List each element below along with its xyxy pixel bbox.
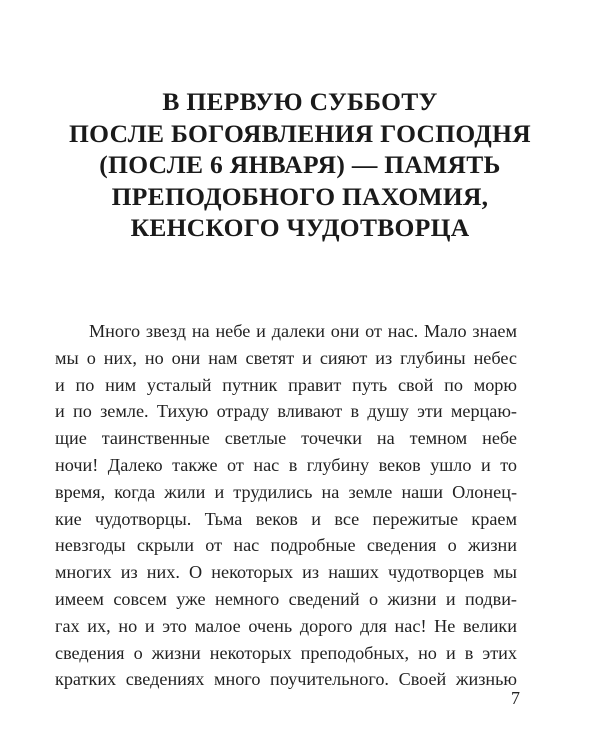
body-line: Много звезд на небе и далеки они от нас. Мало знаем bbox=[89, 321, 517, 341]
chapter-title-line: В ПЕРВУЮ СУББОТУ bbox=[162, 87, 438, 116]
chapter-title-line: ПОСЛЕ БОГОЯВЛЕНИЯ ГОСПОДНЯ bbox=[69, 118, 531, 148]
body-line: и по ним усталый путник правит путь свой по морю bbox=[55, 374, 517, 395]
chapter-title-line: (ПОСЛЕ 6 ЯНВАРЯ) — ПАМЯТЬ bbox=[99, 150, 501, 179]
body-line: щие таинственные светлые точечки на темном небе bbox=[55, 428, 517, 449]
body-line: сведения о жизни некоторых преподобных, но и в этих bbox=[55, 642, 517, 663]
body-line: кратких сведениях много поучительного. Своей жизнью bbox=[55, 669, 517, 690]
chapter-title-line: КЕНСКОГО ЧУДОТВОРЦА bbox=[130, 213, 470, 242]
body-line: имеем совсем уже немного сведений о жизни и подви- bbox=[55, 588, 517, 609]
body-line: гах их, но и это малое очень дорого для нас! Не велики bbox=[55, 615, 517, 636]
body-line: кие чудотворцы. Тьма веков и все пережитые краем bbox=[55, 508, 517, 529]
body-paragraph bbox=[55, 318, 517, 693]
chapter-title bbox=[60, 86, 540, 244]
body-line: и по земле. Тихую отраду вливают в душу эти мерцаю- bbox=[55, 401, 517, 422]
chapter-title-line: ПРЕПОДОБНОГО ПАХОМИЯ, bbox=[111, 181, 489, 211]
body-line: многих из них. О некоторых из наших чудотворцев мы bbox=[55, 562, 517, 583]
body-line: ночи! Далеко также от нас в глубину веков ушло и то bbox=[55, 454, 517, 475]
body-line: невзгоды скрыли от нас подробные сведения о жизни bbox=[55, 535, 517, 556]
body-line: время, когда жили и трудились на земле наши Олонец- bbox=[55, 481, 517, 502]
page-number: 7 bbox=[511, 688, 520, 708]
body-line: мы о них, но они нам светят и сияют из глубины небес bbox=[55, 347, 517, 368]
